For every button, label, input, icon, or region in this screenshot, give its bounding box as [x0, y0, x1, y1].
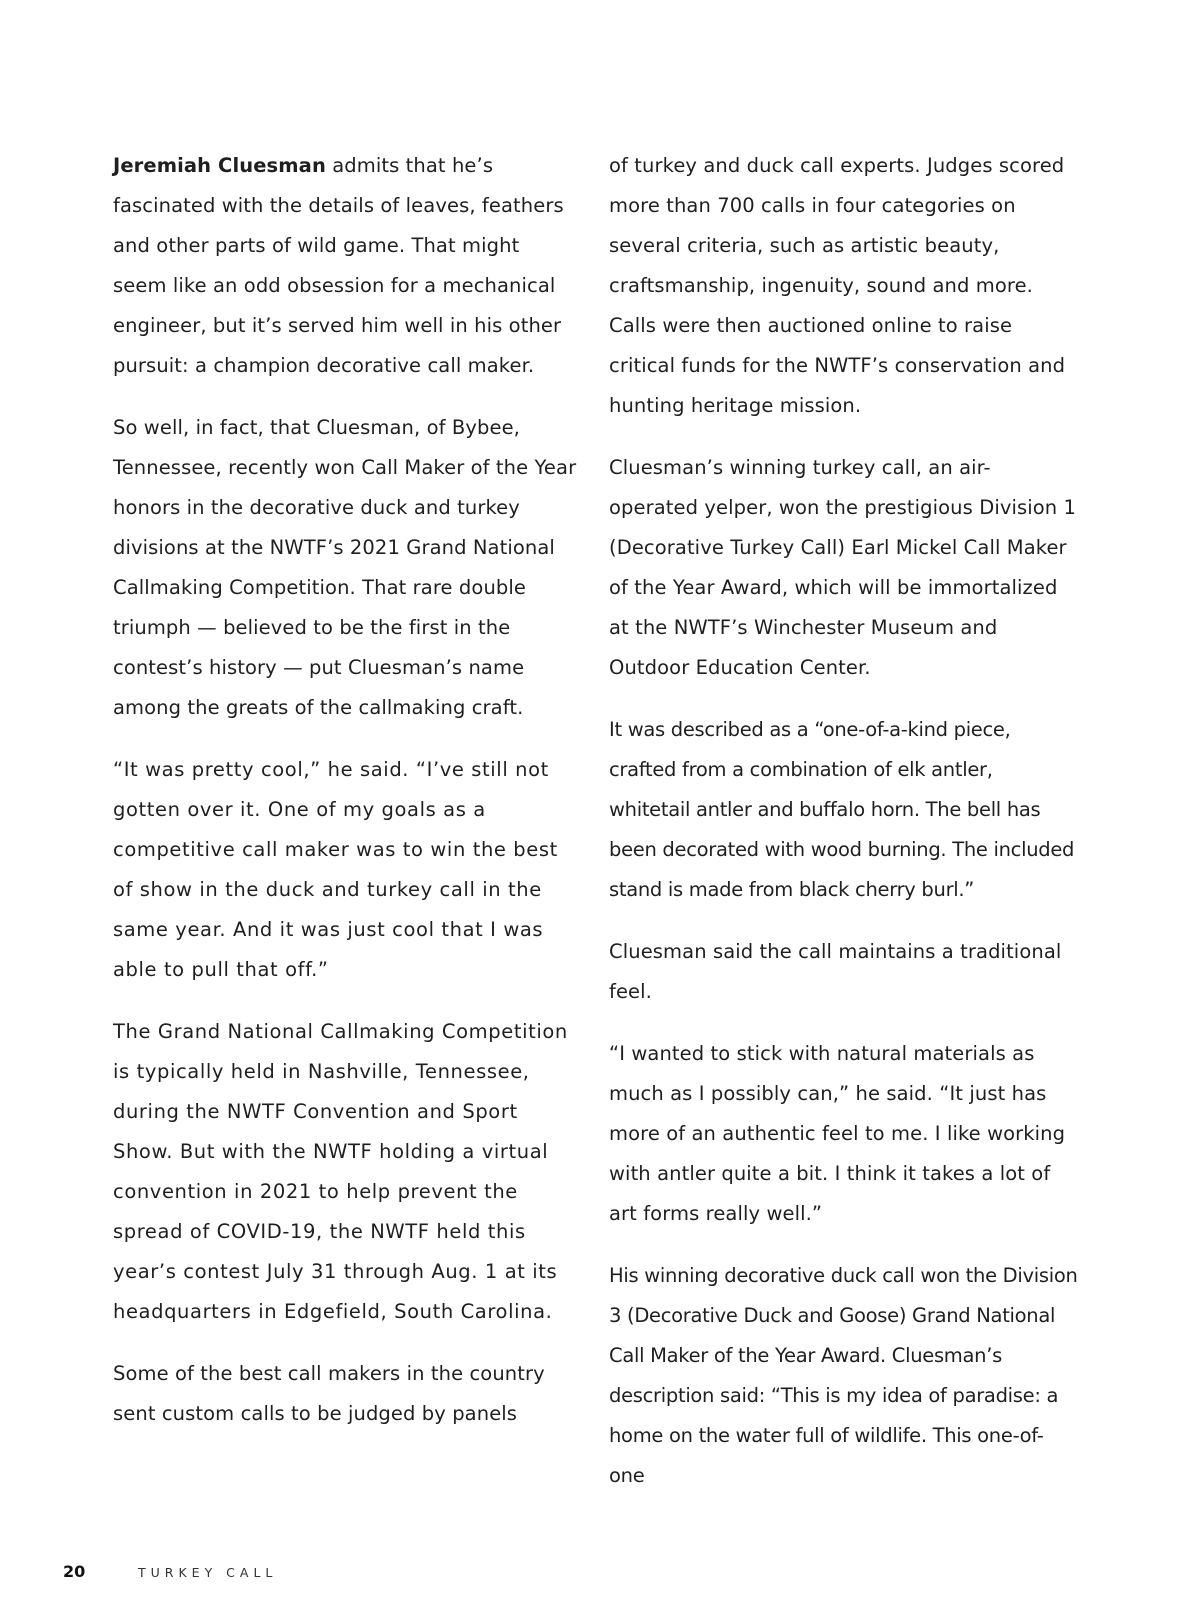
- article-paragraph: His winning decorative duck call won the Division 3 (Decorative Duck and Goose) Grand National Call Maker of the Year Award. Cluesman’s description said: “This is my idea of paradise: a home on the water full of wildlife. This one-of-one: [609, 1264, 1078, 1487]
- article-paragraph: [113, 146, 578, 386]
- paragraph-text: admits that he’s fascinated with the details of leaves, feathers and other parts of wild game. That might seem like an odd obsession for a mechanical engineer, but it’s served him well in his other pursuit: a champion decorative call maker.: [113, 154, 564, 377]
- article-paragraph: It was described as a “one-of-a-kind piece, crafted from a combination of elk antler, whitetail antler and buffalo horn. The bell has been decorated with wood burning. The included stand is made from black cherry burl.”: [609, 718, 1075, 901]
- article-paragraph: “I wanted to stick with natural materials as much as I possibly can,” he said. “It just has more of an authentic feel to me. I like working with antler quite a bit. I think it takes a lot of art forms really well.”: [609, 1042, 1066, 1225]
- article-paragraph: of turkey and duck call experts. Judges scored more than 700 calls in four categories on several criteria, such as artistic beauty, craftsmanship, ingenuity, sound and more. Calls were then auctioned online to raise critical funds for the NWTF’s conservation and hunting heritage mission.: [609, 154, 1066, 417]
- article-left-column: [113, 146, 578, 1456]
- article-paragraph: Some of the best call makers in the country sent custom calls to be judged by panels: [113, 1362, 545, 1425]
- article-paragraph: Cluesman said the call maintains a traditional feel.: [609, 940, 1062, 1003]
- article-paragraph: Cluesman’s winning turkey call, an air-operated yelper, won the prestigious Division 1 (Decorative Turkey Call) Earl Mickel Call Maker of the Year Award, which will be immortalized at the NWTF’s Winchester Museum and Outdoor Education Center.: [609, 456, 1077, 679]
- article-paragraph: So well, in fact, that Cluesman, of Bybee, Tennessee, recently won Call Maker of the Year honors in the decorative duck and turkey divisions at the NWTF’s 2021 Grand National Callmaking Competition. That rare double triumph — believed to be the first in the contest’s history — put Cluesman’s name among the greats of the callmaking craft.: [113, 416, 577, 719]
- page-footer: [63, 1562, 278, 1581]
- article-paragraph: The Grand National Callmaking Competition is typically held in Nashville, Tennessee, during the NWTF Convention and Sport Show. But with the NWTF holding a virtual convention in 2021 to help prevent the spread of COVID-19, the NWTF held this year’s contest July 31 through Aug. 1 at its headquarters in Edgefield, South Carolina.: [113, 1020, 568, 1323]
- article-right-column: [609, 146, 1079, 1518]
- magazine-name: TURKEY CALL: [138, 1565, 278, 1580]
- article-paragraph: “It was pretty cool,” he said. “I’ve still not gotten over it. One of my goals as a competitive call maker was to win the best of show in the duck and turkey call in the same year. And it was just cool that I was able to pull that off.”: [113, 758, 558, 981]
- page-number: 20: [63, 1562, 86, 1581]
- author-name: Jeremiah Cluesman: [113, 154, 326, 177]
